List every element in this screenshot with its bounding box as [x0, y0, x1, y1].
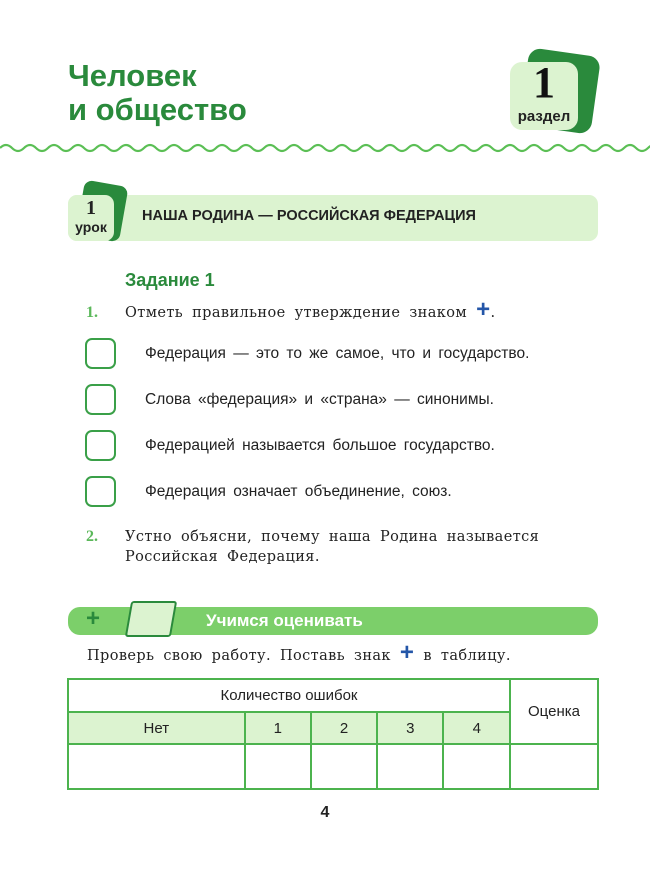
section-badge: [510, 52, 602, 134]
col-header: 4: [443, 712, 510, 744]
errors-header: Количество ошибок: [68, 679, 510, 712]
lesson-title: НАША РОДИНА — РОССИЙСКАЯ ФЕДЕРАЦИЯ: [142, 208, 476, 224]
wavy-divider: [0, 140, 650, 156]
col-header: 1: [245, 712, 311, 744]
assess-instruction: [87, 639, 511, 666]
option-2: Слова «федерация» и «страна» — синонимы.: [145, 391, 494, 408]
q2-number: 2.: [86, 528, 98, 545]
assess-title: Учимся оценивать: [206, 611, 363, 630]
q2-line1: Устно объясни, почему наша Родина называется: [125, 529, 540, 545]
self-assessment-table: [67, 678, 599, 790]
plus-minus-icon: +: [86, 605, 101, 632]
section-label: раздел: [517, 108, 571, 125]
q1-period: .: [490, 305, 496, 321]
plus-icon: +: [399, 639, 415, 666]
answer-checkbox-3[interactable]: [85, 430, 116, 461]
instruction-text: Проверь свою работу. Поставь знак: [87, 648, 391, 664]
section-title-line1: Человек: [68, 58, 197, 93]
instruction-text-end: в таблицу.: [423, 648, 511, 664]
option-4: Федерация означает объединение, союз.: [145, 483, 452, 500]
q1-text: [125, 296, 496, 323]
q1-text-label: Отметь правильное утверждение знаком: [125, 305, 468, 321]
answer-cell[interactable]: [311, 744, 377, 789]
section-number: 1: [533, 58, 555, 107]
col-header: Нет: [68, 712, 245, 744]
col-header: 3: [377, 712, 443, 744]
task-heading: Задание 1: [125, 270, 215, 290]
q2-line2: Российская Федерация.: [125, 549, 320, 565]
lesson-bar: [68, 195, 598, 241]
answer-checkbox-2[interactable]: [85, 384, 116, 415]
answer-cell[interactable]: [68, 744, 245, 789]
grade-cell[interactable]: [510, 744, 598, 789]
answer-cell[interactable]: [245, 744, 311, 789]
answer-cell[interactable]: [443, 744, 510, 789]
answer-checkbox-1[interactable]: [85, 338, 116, 369]
book-icon: [125, 601, 177, 637]
section-title-line2: и общество: [68, 92, 247, 127]
q1-number: 1.: [86, 304, 98, 321]
lesson-label: урок: [75, 219, 107, 235]
option-3: Федерацией называется большое государство.: [145, 437, 495, 454]
lesson-number: 1: [86, 197, 96, 219]
option-1: Федерация — это то же самое, что и государство.: [145, 345, 530, 362]
assess-bar: [68, 607, 598, 635]
grade-header: Оценка: [510, 679, 598, 744]
answer-checkbox-4[interactable]: [85, 476, 116, 507]
answer-cell[interactable]: [377, 744, 443, 789]
plus-icon: +: [476, 296, 491, 323]
col-header: 2: [311, 712, 377, 744]
page-number: 4: [320, 804, 330, 821]
